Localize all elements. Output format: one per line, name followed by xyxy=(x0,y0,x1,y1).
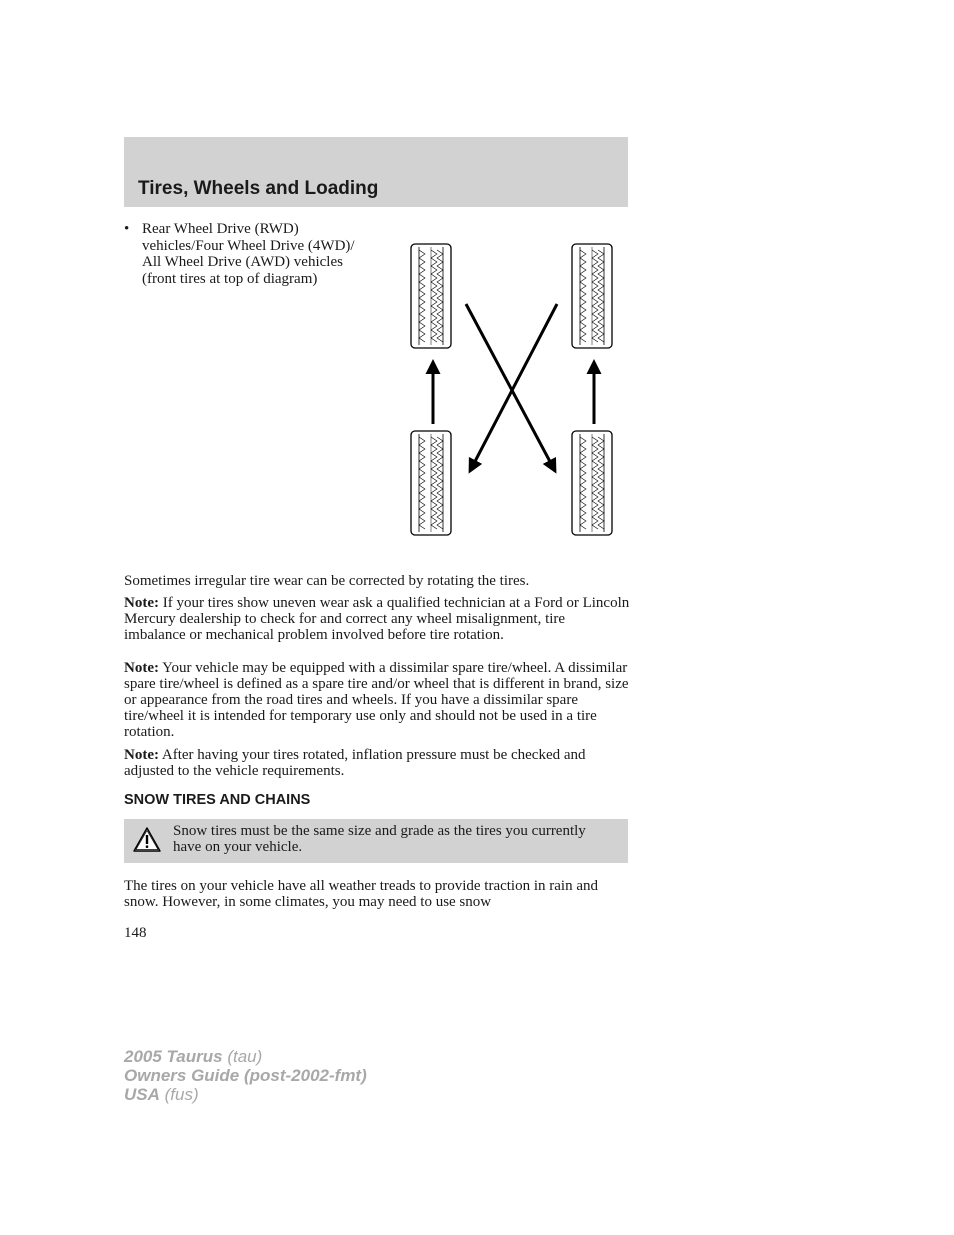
bullet-item xyxy=(124,221,374,287)
arrow-front-left-to-rear-right xyxy=(466,304,555,471)
footer xyxy=(124,1047,367,1104)
page-number: 148 xyxy=(124,925,147,941)
footer-guide: Owners Guide (post-2002-fmt) xyxy=(124,1066,367,1085)
footer-model-code: (tau) xyxy=(222,1047,263,1066)
footer-line-2 xyxy=(124,1066,367,1085)
page-title: Tires, Wheels and Loading xyxy=(138,178,379,199)
note-label: Note: xyxy=(124,660,159,676)
footer-line-3 xyxy=(124,1085,367,1104)
tire-front-right xyxy=(572,244,612,348)
footer-market: USA xyxy=(124,1085,160,1104)
note-inflation xyxy=(124,747,630,779)
paragraph-text: The tires on your vehicle have all weather treads to provide traction in rain and snow. However, in some climates, you may need to use snow xyxy=(124,878,598,910)
note-text: After having your tires rotated, inflation pressure must be checked and adjusted to the vehicle requirements. xyxy=(124,747,586,779)
note-text: Your vehicle may be equipped with a dissimilar spare tire/wheel. A dissimilar spare tire/wheel is defined as a spare tire and/or wheel that is different in brand, size or appearance from the road tires and wheels. If you have a dissimilar spare tire/wheel it is intended for temporary use only and should not be used in a tire rotation. xyxy=(124,660,629,740)
tire-rear-left xyxy=(411,431,451,535)
footer-line-1 xyxy=(124,1047,367,1066)
note-text: If your tires show uneven wear ask a qualified technician at a Ford or Lincoln Mercury dealership to check for and correct any wheel misalignment, tire imbalance or mechanical problem involved before tire rotation. xyxy=(124,595,630,643)
note-label: Note: xyxy=(124,595,159,611)
bullet-marker: • xyxy=(124,221,130,237)
section-heading: SNOW TIRES AND CHAINS xyxy=(124,792,311,808)
footer-market-code: (fus) xyxy=(159,1085,199,1104)
footer-model: 2005 Taurus xyxy=(124,1047,223,1066)
bullet-text: Rear Wheel Drive (RWD) vehicles/Four Wheel Drive (4WD)/ All Wheel Drive (AWD) vehicles (front tires at top of diagram) xyxy=(142,221,355,287)
paragraph-rotation xyxy=(124,573,630,589)
warning-box xyxy=(124,819,628,863)
tire-front-left xyxy=(411,244,451,348)
paragraph-snow-tires xyxy=(124,878,630,910)
warning-text: Snow tires must be the same size and grade as the tires you currently have on your vehicle. xyxy=(173,823,586,855)
tire-rear-right xyxy=(572,431,612,535)
note-alignment xyxy=(124,595,630,643)
paragraph-text: Sometimes irregular tire wear can be corrected by rotating the tires. xyxy=(124,573,530,589)
warning-triangle-icon xyxy=(132,826,162,854)
tire-rotation-diagram xyxy=(400,236,630,542)
note-label: Note: xyxy=(124,747,159,763)
note-spare-tire xyxy=(124,660,630,740)
arrow-front-right-to-rear-left xyxy=(470,304,557,471)
